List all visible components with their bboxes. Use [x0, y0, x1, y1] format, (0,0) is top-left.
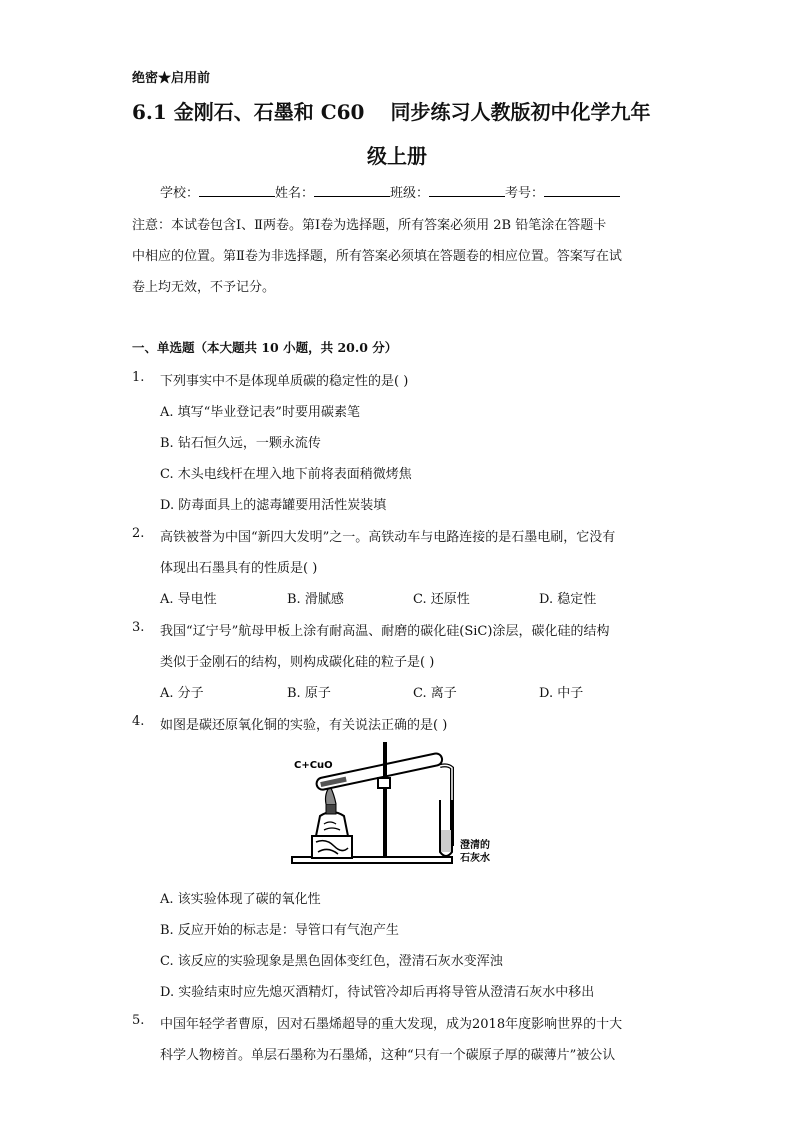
limewater [441, 830, 451, 852]
student-info-line [160, 182, 620, 201]
exam-no-field[interactable] [544, 184, 620, 197]
page-title [132, 96, 672, 125]
name-label: 姓名： [275, 186, 315, 201]
option-d[interactable]: D. 防毒面具上的滤毒罐要用活性炭装填 [160, 498, 387, 513]
experiment-figure [290, 738, 495, 873]
name-field[interactable] [314, 184, 390, 197]
limewater-label-2: 石灰水 [460, 853, 490, 864]
option-a[interactable]: A. 分子 [160, 686, 204, 701]
option-b[interactable]: B. 原子 [287, 686, 331, 701]
reagent-label: C+CuO [294, 760, 333, 771]
option-c[interactable]: C. 还原性 [413, 592, 470, 607]
option-a[interactable]: A. 填写“毕业登记表”时要用碳素笔 [160, 405, 360, 420]
option-b[interactable]: B. 钻石恒久远，一颗永流传 [160, 436, 321, 451]
wooden-block [312, 836, 352, 858]
question-text: 高铁被誉为中国“新四大发明”之一。高铁动车与电路连接的是石墨电刷，它没有 [160, 530, 616, 545]
notice-line: 卷上均无效，不予记分。 [132, 280, 276, 295]
option-d[interactable]: D. 中子 [539, 686, 584, 701]
question-number: 5. [132, 1013, 145, 1028]
notice-line: 中相应的位置。第Ⅱ卷为非选择题，所有答案必须填在答题卷的相应位置。答案写在试 [132, 249, 622, 264]
option-a[interactable]: A. 导电性 [160, 592, 217, 607]
question-text: 体现出石墨具有的性质是( ) [160, 561, 318, 576]
lamp-cap [326, 804, 336, 814]
class-field[interactable] [429, 184, 505, 197]
option-c[interactable]: C. 木头电线杆在埋入地下前将表面稍微烤焦 [160, 467, 412, 482]
exam-no-label: 考号： [505, 186, 545, 201]
section-title: 一、单选题（本大题共 10 小题，共 20.0 分） [132, 340, 398, 355]
question-text: 如图是碳还原氧化铜的实验，有关说法正确的是( ) [160, 718, 448, 733]
confidential-mark: 绝密★启用前 [132, 71, 211, 86]
option-b[interactable]: B. 反应开始的标志是：导管口有气泡产生 [160, 923, 399, 938]
class-label: 班级： [390, 186, 430, 201]
question-number: 2. [132, 526, 145, 541]
option-c[interactable]: C. 该反应的实验现象是黑色固体变红色，澄清石灰水变浑浊 [160, 954, 503, 969]
school-label: 学校： [160, 186, 200, 201]
stand-pole [383, 742, 387, 858]
option-d[interactable]: D. 稳定性 [539, 592, 597, 607]
question-number: 1. [132, 370, 145, 385]
question-text: 下列事实中不是体现单质碳的稳定性的是( ) [160, 374, 409, 389]
alcohol-lamp [316, 812, 348, 836]
school-field[interactable] [199, 184, 275, 197]
limewater-label-1: 澄清的 [460, 840, 490, 851]
title-part-2: 同步练习人教版初中化学九年 [390, 100, 651, 124]
option-a[interactable]: A. 该实验体现了碳的氧化性 [160, 892, 321, 907]
question-number: 3. [132, 620, 145, 635]
question-text: 科学人物榜首。单层石墨称为石墨烯，这种“只有一个碳原子厚的碳薄片”被公认 [160, 1048, 616, 1063]
option-c[interactable]: C. 离子 [413, 686, 457, 701]
question-text: 类似于金刚石的结构，则构成碳化硅的粒子是( ) [160, 655, 435, 670]
carbon-reduction-apparatus-diagram [290, 738, 495, 873]
question-number: 4. [132, 714, 145, 729]
notice-line: 注意：本试卷包含Ⅰ、Ⅱ两卷。第Ⅰ卷为选择题，所有答案必须用 2B 铅笔涂在答题卡 [132, 218, 607, 233]
clamp [378, 778, 390, 788]
question-text: 中国年轻学者曹原，因对石墨烯超导的重大发现，成为2018年度影响世界的十大 [160, 1017, 623, 1032]
title-part-1: 6.1 金刚石、石墨和 C60 [132, 100, 365, 124]
question-text: 我国“辽宁号”航母甲板上涂有耐高温、耐磨的碳化硅(SiC)涂层，碳化硅的结构 [160, 624, 610, 639]
option-b[interactable]: B. 滑腻感 [287, 592, 344, 607]
option-d[interactable]: D. 实验结束时应先熄灭酒精灯，待试管冷却后再将导管从澄清石灰水中移出 [160, 985, 595, 1000]
page-title-line-2: 级上册 [367, 144, 427, 168]
